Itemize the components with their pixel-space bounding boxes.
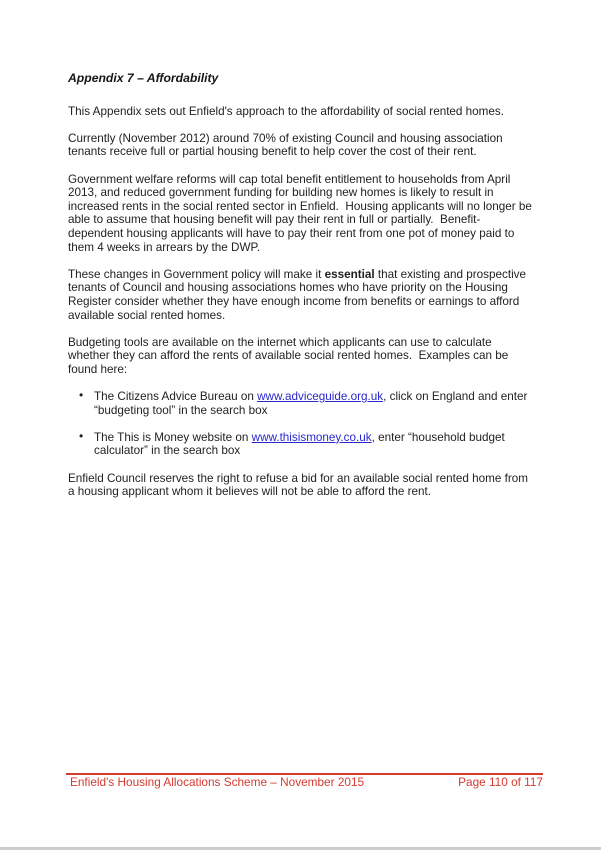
- list-item-text-post: , click on England and enter “budgeting tool” in the search box: [94, 390, 531, 417]
- list-item-this-is-money: [68, 428, 534, 458]
- bullet-icon: •: [79, 428, 84, 443]
- budgeting-tools-list: [68, 390, 534, 458]
- emphasis-essential: essential: [324, 267, 375, 281]
- paragraph-policy-changes-end: that existing and prospective tenants of Council and housing associations homes who have priority on the Housing Register consider whether they have enough income from benefits or earnings to afford available social rented homes.: [68, 267, 530, 322]
- page-footer: [66, 773, 543, 790]
- adviceguide-link[interactable]: www.adviceguide.org.uk: [257, 390, 384, 404]
- paragraph-budgeting-tools: Budgeting tools are available on the internet which applicants can use to calculate whether they can afford the rents of available social rented homes. Examples can be found here:: [68, 335, 512, 376]
- thisismoney-link[interactable]: www.thisismoney.co.uk: [251, 430, 372, 444]
- paragraph-welfare-reforms: Government welfare reforms will cap total benefit entitlement to households from April 2013, and reduced government funding for building new homes is likely to result in increased rents in the social rented sector in Enfield. Housing applicants will no longer be able to assume that housing benefit will pay their rent in full or partially. Benefit-dependent housing applicants will have to pay their rent from one pot of money paid to them 4 weeks in arrears by the DWP.: [68, 172, 536, 254]
- paragraph-refusal-right: Enfield Council reserves the right to refuse a bid for an available social rented home from a housing applicant whom it believes will not be able to afford the rent.: [68, 471, 532, 499]
- list-item-citizens-advice: [68, 390, 534, 417]
- appendix-heading: Appendix 7 – Affordability: [68, 71, 219, 85]
- paragraph-policy-changes: [68, 268, 534, 322]
- footer-document-title: Enfield's Housing Allocations Scheme – November 2015: [70, 775, 365, 789]
- page-content: [68, 72, 534, 512]
- bullet-icon: •: [79, 388, 84, 403]
- paragraph-intro: This Appendix sets out Enfield's approach to the affordability of social rented homes.: [68, 104, 505, 118]
- list-item-text-pre: The This is Money website on: [94, 430, 252, 444]
- list-item-text-post: , enter “household budget calculator” in the search box: [94, 430, 509, 458]
- footer-page-number: Page 110 of 117: [458, 775, 543, 789]
- paragraph-policy-changes-start: These changes in Government policy will make it: [68, 267, 325, 281]
- paragraph-current-benefit: Currently (November 2012) around 70% of existing Council and housing association tenants receive full or partial housing benefit to help cover the cost of their rent.: [68, 131, 506, 159]
- list-item-text-pre: The Citizens Advice Bureau on: [94, 390, 258, 404]
